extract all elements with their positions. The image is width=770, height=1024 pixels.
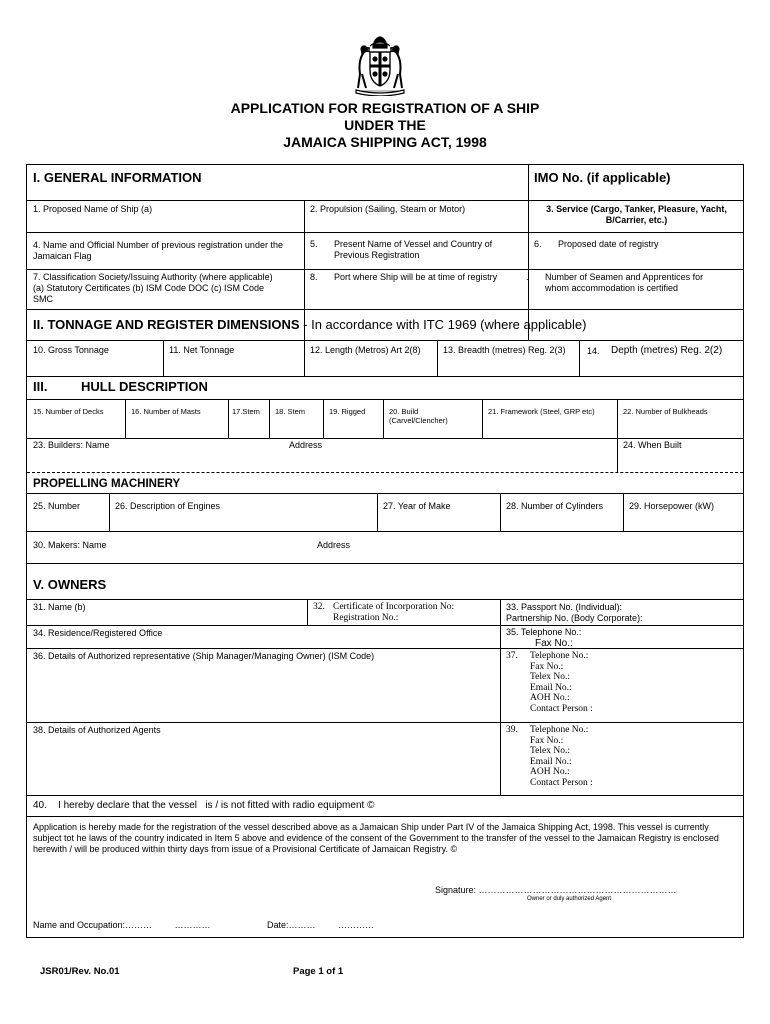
name-and-occupation-line: Name and Occupation:……… …………: [33, 920, 211, 930]
divider: [269, 399, 270, 438]
section-heading-general-information: I. GENERAL INFORMATION: [33, 170, 202, 185]
field-35-label: 35. Telephone No.:: [506, 627, 582, 637]
section-heading-owners: V. OWNERS: [33, 577, 107, 592]
field-22-label: 22. Number of Bulkheads: [623, 407, 708, 416]
section-heading-tonnage: [33, 317, 586, 332]
divider: [27, 648, 743, 649]
divider: [27, 795, 743, 796]
divider: [27, 531, 743, 532]
field-40-declaration: 40. I hereby declare that the vessel is / is not fitted with radio equipment ©: [33, 800, 375, 811]
field-24-label: 24. When Built: [623, 440, 682, 450]
divider: [377, 493, 378, 531]
signature-line: Signature: …………………………………………………………: [435, 885, 677, 895]
field-39-number: 39.: [506, 725, 518, 735]
divider: [27, 625, 743, 626]
divider: [27, 493, 743, 494]
divider: [437, 340, 438, 376]
tonnage-heading-rest: - In accordance with ITC 1969 (where applicable): [299, 317, 587, 332]
field-15-label: 15. Number of Decks: [33, 407, 104, 416]
field-30-label: 30. Makers: Name: [33, 540, 107, 550]
page-number: Page 1 of 1: [293, 966, 344, 977]
field-23-label: 23. Builders: Name: [33, 440, 110, 450]
field-6-number: 6.: [534, 239, 542, 249]
divider: [617, 399, 618, 438]
divider: [27, 200, 743, 201]
jamaica-coat-of-arms-icon: [340, 30, 420, 96]
divider: [304, 340, 305, 376]
divider: [27, 563, 743, 564]
imo-number-label: IMO No. (if applicable): [534, 170, 671, 185]
divider: [579, 340, 580, 376]
field-37-number: 37.: [506, 651, 518, 661]
divider: [27, 269, 743, 270]
field-31-label: 31. Name (b): [33, 602, 86, 612]
field-5-number: 5.: [310, 239, 318, 249]
divider: [27, 438, 743, 439]
field-14-label: Depth (metres) Reg. 2(2): [611, 345, 723, 356]
application-statement: Application is hereby made for the registration of the vessel described above as a Jamaican Ship under Part IV of the Jamaica Shipping Act, 1998. This vessel is currently subject tot he laws of the country indicated in Item 5 above and evidence of the consent of the Government to the transfer of the vessel to the Jamaican Registry is enclosed herewith / will be produced within thirty days from issue of a Provisional Certificate of Jamaican Registry. ©: [33, 822, 719, 854]
tonnage-heading-bold: II. TONNAGE AND REGISTER DIMENSIONS: [33, 317, 300, 332]
field-19-label: 19. Rigged: [329, 407, 366, 416]
field-32-number: 32.: [313, 602, 325, 612]
divider: [125, 399, 126, 438]
divider: [323, 399, 324, 438]
field-32-label: Certificate of Incorporation No: Registration No.:: [333, 602, 455, 623]
divider: [27, 472, 743, 473]
field-17-label: 17.Stem: [232, 407, 260, 416]
divider: [383, 399, 384, 438]
registration-form: [26, 164, 744, 938]
field-14-number: 14.: [587, 346, 600, 356]
field-28-label: 28. Number of Cylinders: [506, 501, 604, 511]
form-code: JSR01/Rev. No.01: [40, 966, 120, 977]
field-39-contacts: Telephone No.: Fax No.: Telex No.: Email No.: AOH No.: Contact Person :: [530, 725, 593, 788]
field-1-label: 1. Proposed Name of Ship (a): [33, 204, 153, 214]
divider: [27, 816, 743, 817]
field-37-contacts: Telephone No.: Fax No.: Telex No.: Email No.: AOH No.: Contact Person :: [530, 651, 593, 714]
field-20-label: 20. Build (Carvel/Clencher): [389, 407, 448, 425]
form-title-line-3: JAMAICA SHIPPING ACT, 1998: [283, 134, 487, 150]
divider: [500, 493, 501, 531]
field-4-label: 4. Name and Official Number of previous registration under the Jamaican Flag: [33, 240, 283, 261]
divider: [27, 399, 743, 400]
divider: [528, 165, 529, 232]
field-26-label: 26. Description of Engines: [115, 501, 221, 511]
field-7-label: 7. Classification Society/Issuing Authority (where applicable) (a) Statutory Certificates (b) ISM Code DOC (c) ISM Code SMC: [33, 272, 273, 304]
field-34-label: 34. Residence/Registered Office: [33, 628, 163, 638]
form-title-line-1: APPLICATION FOR REGISTRATION OF A SHIP: [230, 100, 540, 116]
field-25-label: 25. Number: [33, 501, 81, 511]
field-11-label: 11. Net Tonnage: [169, 345, 235, 355]
divider: [27, 599, 743, 600]
section-heading-propelling-machinery: PROPELLING MACHINERY: [33, 478, 181, 490]
field-13-label: 13. Breadth (metres) Reg. 2(3): [443, 345, 566, 355]
divider: [27, 309, 743, 310]
field-33-label: 33. Passport No. (Individual): Partnership No. (Body Corporate):: [506, 602, 643, 623]
field-35-fax-label: Fax No.:: [535, 638, 573, 649]
divider: [617, 438, 618, 473]
divider: [163, 340, 164, 376]
field-38-label: 38. Details of Authorized Agents: [33, 725, 161, 735]
divider: [307, 599, 308, 625]
signature-note: Owner or duly authorized Agent: [527, 896, 612, 902]
divider: [228, 399, 229, 438]
field-18-label: 18. Stem: [275, 407, 306, 416]
field-23-address-label: Address: [289, 440, 323, 450]
form-title-line-2: UNDER THE: [344, 117, 426, 133]
field-27-label: 27. Year of Make: [383, 501, 451, 511]
hull-heading-number: III.: [33, 379, 48, 394]
field-6-label: Proposed date of registry: [558, 239, 659, 249]
field-2-label: 2. Propulsion (Sailing, Steam or Motor): [310, 204, 466, 214]
field-29-label: 29. Horsepower (kW): [629, 501, 715, 511]
field-21-label: 21. Framework (Steel, GRP etc): [488, 407, 595, 416]
field-5-label: Present Name of Vessel and Country of Previous Registration: [334, 239, 493, 260]
field-12-label: 12. Length (Metros) Art 2(8): [310, 345, 421, 355]
field-3-label: 3. Service (Cargo, Tanker, Pleasure, Yacht, B/Carrier, etc.): [546, 204, 727, 225]
section-heading-hull-description: HULL DESCRIPTION: [81, 379, 208, 394]
divider: [500, 599, 501, 795]
date-line: Date:……… …………: [267, 920, 375, 930]
field-8-label: Port where Ship will be at time of registry: [334, 272, 498, 282]
field-10-label: 10. Gross Tonnage: [33, 345, 109, 355]
field-30-address-label: Address: [317, 540, 351, 550]
divider: [623, 493, 624, 531]
divider: [27, 376, 743, 377]
field-9-number: .: [526, 272, 529, 282]
field-8-number: 8.: [310, 272, 318, 282]
divider: [27, 232, 743, 233]
field-16-label: 16. Number of Masts: [131, 407, 201, 416]
divider: [27, 722, 743, 723]
divider: [109, 493, 110, 531]
field-36-label: 36. Details of Authorized representative (Ship Manager/Managing Owner) (ISM Code): [33, 651, 375, 661]
divider: [27, 340, 743, 341]
field-9-label: Number of Seamen and Apprentices for whom accommodation is certified: [545, 272, 704, 293]
divider: [482, 399, 483, 438]
